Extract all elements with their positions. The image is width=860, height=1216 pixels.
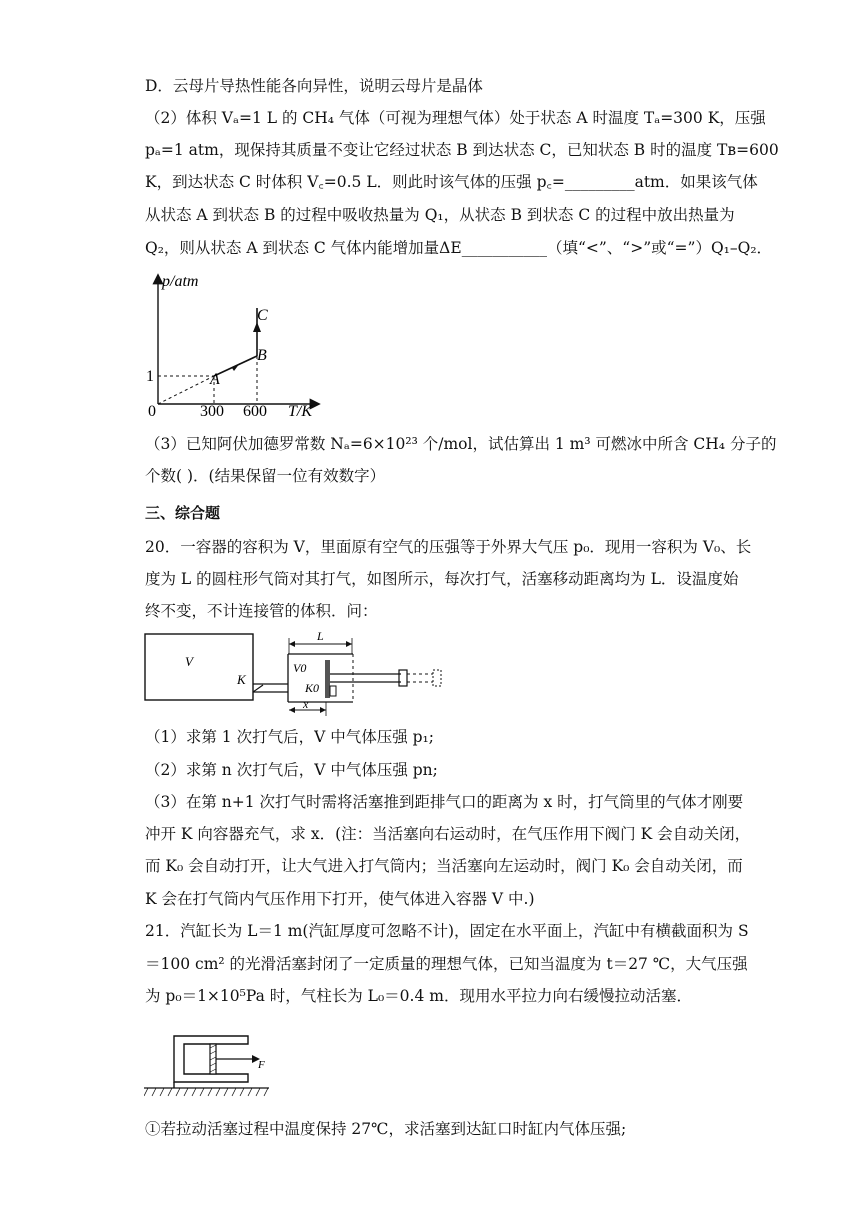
cylinder-figure: [144, 1030, 274, 1102]
q19-part2-line3: K，到达状态 C 时体积 V꜀=0.5 L．则此时该气体的压强 p꜀=_________atm．如果该气体: [145, 173, 758, 191]
section-heading: 三、综合题: [145, 504, 221, 522]
q20-part3-line3: 而 K₀ 会自动打开，让大气进入打气筒内；当活塞向左运动时，阀门 K₀ 会自动关闭，而: [145, 857, 743, 875]
x-axis-label: T/K: [288, 403, 313, 418]
label-v: V: [185, 654, 193, 669]
q20-part3-line1: （3）在第 n+1 次打气时需将活塞推到距排气口的距离为 x 时，打气筒里的气体才刚要: [145, 793, 744, 811]
q20-part1: （1）求第 1 次打气后，V 中气体压强 p₁;: [145, 728, 434, 746]
q20-line3: 终不变，不计连接管的体积．问：: [145, 602, 378, 620]
x-tick-300: 300: [200, 403, 224, 418]
q21-part1: ①若拉动活塞过程中温度保持 27℃，求活塞到达缸口时缸内气体压强;: [145, 1120, 627, 1138]
pump-figure: [143, 630, 453, 718]
q21-line2: ＝100 cm² 的光滑活塞封闭了一定质量的理想气体，已知当温度为 t＝27 ℃，大气压强: [145, 955, 748, 973]
label-v0: V0: [293, 661, 307, 675]
label-x: x: [303, 697, 309, 711]
q19-part2-line1: （2）体积 Vₐ=1 L 的 CH₄ 气体（可视为理想气体）处于状态 A 时温度 Tₐ=300 K，压强: [145, 109, 766, 127]
origin-label: 0: [148, 403, 156, 418]
q19-part2-line5: Q₂，则从状态 A 到状态 C 气体内能增加量ΔE___________（填“<”、“>”或“=”）Q₁–Q₂．: [145, 239, 773, 257]
piston: [325, 660, 330, 698]
pt-graph: [140, 268, 330, 418]
q20-part2: （2）求第 n 次打气后，V 中气体压强 pn;: [145, 761, 438, 779]
point-a-label: A: [210, 371, 220, 388]
q20-line2: 度为 L 的圆柱形气筒对其打气，如图所示，每次打气，活塞移动距离均为 L．设温度始: [145, 570, 739, 588]
option-d: D．云母片导热性能各向异性，说明云母片是晶体: [145, 77, 483, 95]
q19-part2-line2: pₐ=1 atm，现保持其质量不变让它经过状态 B 到达状态 C，已知状态 B 时的温度 Tʙ=600: [145, 141, 779, 159]
q20-part3-line2: 冲开 K 向容器充气，求 x．(注：当活塞向右运动时，在气压作用下阀门 K 会自动关闭，: [145, 825, 751, 843]
label-k: K: [237, 672, 246, 687]
container-v: [145, 634, 253, 700]
y-tick-1: 1: [146, 368, 154, 385]
q21-line3: 为 p₀＝1×10⁵Pa 时，气柱长为 L₀＝0.4 m．现用水平拉力向右缓慢拉动活塞．: [145, 987, 692, 1005]
label-l: L: [317, 630, 324, 643]
q20-part3-line4: K 会在打气筒内气压作用下打开，使气体进入容器 V 中.): [145, 890, 535, 908]
q20-line1: 20．一容器的容积为 V，里面原有空气的压强等于外界大气压 p₀．现用一容积为 V₀、长: [145, 538, 752, 556]
point-b-label: B: [257, 347, 267, 364]
y-axis-label: p/atm: [162, 273, 199, 290]
q19-part3-line1: （3）已知阿伏加德罗常数 Nₐ=6×10²³ 个/mol，试估算出 1 m³ 可燃冰中所含 CH₄ 分子的: [145, 435, 777, 453]
point-c-label: C: [257, 307, 268, 324]
q21-line1: 21．汽缸长为 L＝1 m(汽缸厚度可忽略不计)，固定在水平面上，汽缸中有横截面积为 S: [145, 922, 749, 940]
x-tick-600: 600: [243, 403, 267, 418]
q19-part2-line4: 从状态 A 到状态 B 的过程中吸收热量为 Q₁，从状态 B 到状态 C 的过程中放出热量为: [145, 206, 735, 224]
label-k0: K0: [305, 681, 320, 695]
force-label: F: [258, 1059, 265, 1071]
q19-part3-line2: 个数( )．(结果保留一位有效数字）: [145, 467, 386, 485]
